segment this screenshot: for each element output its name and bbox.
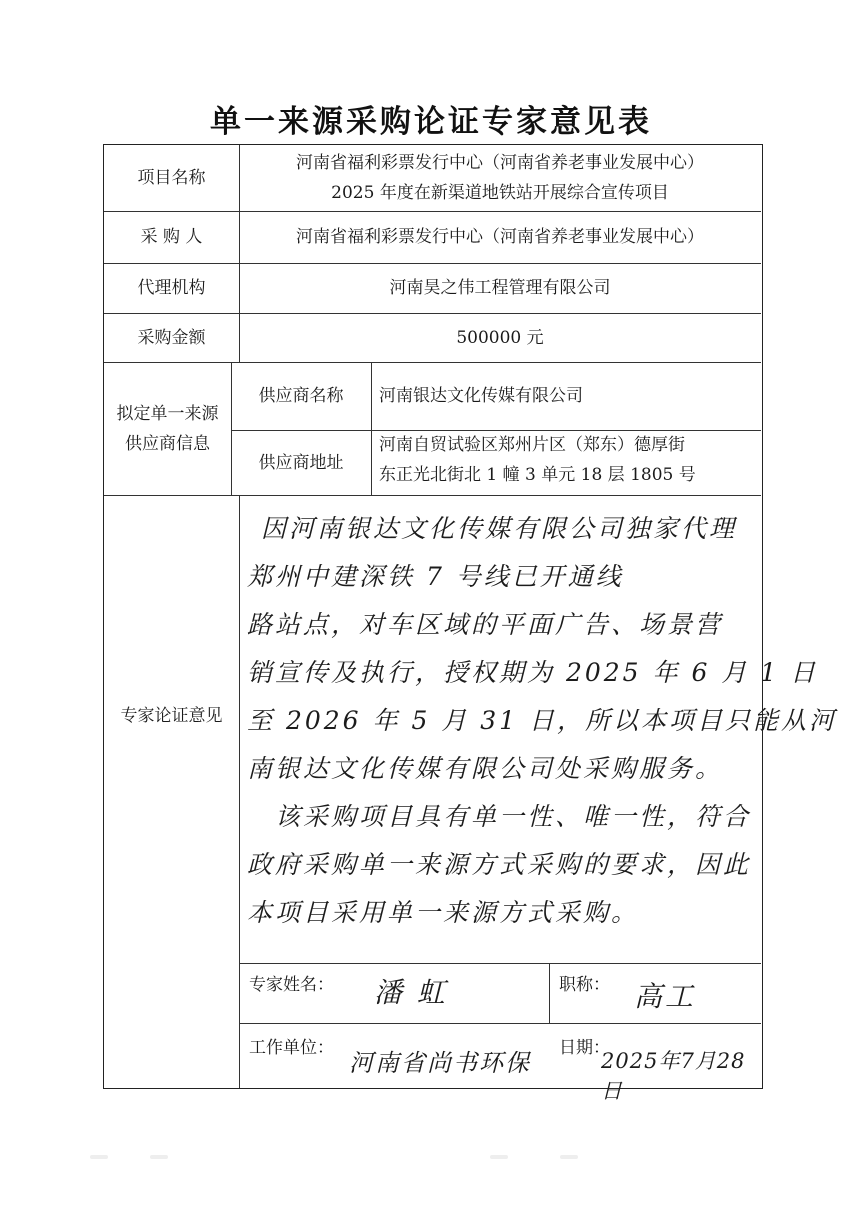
date-label: 日期： <box>559 1038 610 1058</box>
expert-name-label: 专家姓名： <box>249 975 334 995</box>
project-name-value <box>239 145 761 211</box>
column-divider <box>239 495 240 1088</box>
project-name-line2: 2025 年度在新渠道地铁站开展综合宣传项目 <box>331 183 669 203</box>
supplier-address-label: 供应商地址 <box>258 452 344 473</box>
handwritten-opinion <box>247 501 838 927</box>
expert-name-signature: 潘 虹 <box>374 976 448 1009</box>
amount-value: 500000 元 <box>456 327 544 348</box>
row-divider <box>239 963 761 964</box>
job-title-handwritten: 高工 <box>634 980 697 1013</box>
supplier-address-value <box>371 430 761 495</box>
date-handwritten: 2025年7月28日 <box>601 1049 746 1103</box>
scan-artifact <box>90 1155 108 1159</box>
job-title-label: 职称： <box>559 975 610 995</box>
opinion-line: 因河南银达文化传媒有限公司独家代理 <box>261 514 738 543</box>
purchaser-label: 采 购 人 <box>140 227 203 247</box>
opinion-line: 至 2026 年 5 月 31 日，所以本项目只能从河 <box>247 706 838 735</box>
scan-artifact <box>560 1155 578 1159</box>
agency-label: 代理机构 <box>137 278 206 298</box>
amount-label: 采购金额 <box>137 327 206 348</box>
project-name-label: 项目名称 <box>137 168 206 188</box>
work-unit-handwritten: 河南省尚书环保 <box>349 1049 531 1077</box>
supplier-address-line2: 东正光北街北 1 幢 3 单元 18 层 1805 号 <box>379 465 696 485</box>
opinion-line: 本项目采用单一来源方式采购。 <box>247 898 640 927</box>
supplier-info-label-line1: 拟定单一来源 <box>116 403 219 424</box>
opinion-line: 销宣传及执行，授权期为 2025 年 6 月 1 日 <box>247 658 819 687</box>
opinion-line: 政府采购单一来源方式采购的要求，因此 <box>247 850 752 879</box>
work-unit-label: 工作单位： <box>249 1038 334 1058</box>
scan-artifact <box>490 1155 508 1159</box>
opinion-line: 该采购项目具有单一性、唯一性，符合 <box>247 802 752 831</box>
supplier-address-line1: 河南自贸试验区郑州片区（郑东）德厚街 <box>379 435 685 455</box>
supplier-info-label-line2: 供应商信息 <box>125 433 210 454</box>
row-divider <box>239 1023 761 1024</box>
supplier-name-value: 河南银达文化传媒有限公司 <box>379 386 583 406</box>
agency-value: 河南昊之伟工程管理有限公司 <box>389 278 611 298</box>
purchaser-value: 河南省福利彩票发行中心（河南省养老事业发展中心） <box>296 227 704 247</box>
opinion-line: 南银达文化传媒有限公司处采购服务。 <box>247 754 724 783</box>
column-divider <box>549 963 550 1023</box>
opinion-line: 郑州中建深铁 7 号线已开通线 <box>247 562 624 591</box>
supplier-info-label <box>104 362 231 495</box>
project-name-line1: 河南省福利彩票发行中心（河南省养老事业发展中心） <box>296 153 704 173</box>
opinion-form-table <box>103 144 838 1103</box>
opinion-line: 路站点，对车区域的平面广告、场景营 <box>247 610 724 639</box>
document-title: 单一来源采购论证专家意见表 <box>210 104 652 140</box>
scan-artifact <box>150 1155 168 1159</box>
supplier-name-label: 供应商名称 <box>258 386 344 406</box>
expert-opinion-label: 专家论证意见 <box>120 705 223 726</box>
